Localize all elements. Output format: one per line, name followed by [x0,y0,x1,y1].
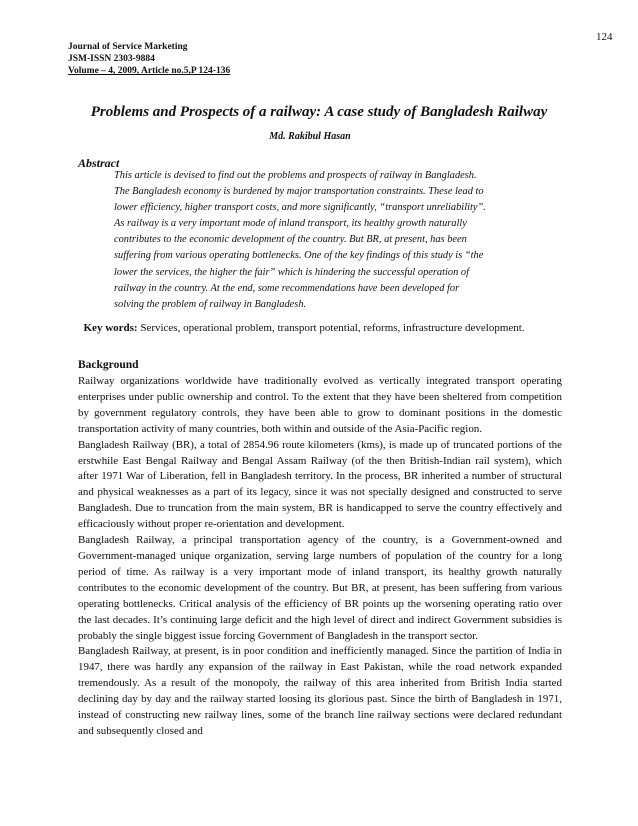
background-section [78,357,562,740]
abstract-line: The Bangladesh economy is burdened by major transportation constraints. These lead to [114,186,484,198]
abstract-body [114,168,574,313]
abstract-line: This article is devised to find out the problems and prospects of railway in Bangladesh. [114,170,477,181]
keywords-label: Key words: [83,322,138,334]
page-number: 124 [596,31,613,43]
abstract-heading: Abstract [78,156,120,170]
author-name: Md. Rakibul Hasan [269,131,351,142]
journal-header [68,41,368,77]
background-heading: Background [78,359,139,371]
keywords [78,320,562,337]
abstract-line: lower the services, the higher the fair” which is hindering the successful operation of [114,266,469,278]
body-paragraph: Railway organizations worldwide have traditionally evolved as vertically integrated transport operating enterprises under public ownership and control. To the extent that they have been sheltered from competition by government regulatory controls, they have been able to grow to dominant positions in the domestic transportation activity of many countries, both within and outside of the Asia-Pacific region. [78,375,562,435]
journal-issn: JSM-ISSN 2303-9884 [68,54,155,64]
abstract-line: As railway is a very important mode of inland transport, its healthy growth naturally [114,218,467,230]
keywords-text: Services, operational problem, transport potential, reforms, infrastructure development. [137,322,525,334]
abstract-line: suffering from various operating bottlenecks. One of the key findings of this study is “the [114,250,484,262]
abstract-line: solving the problem of railway in Bangladesh. [114,298,307,310]
journal-volume: Volume – 4, 2009, Article no.5,P 124-136 [68,66,231,76]
journal-name: Journal of Service Marketing [68,42,188,52]
abstract-line: contributes to the economic development of the country. But BR, at present, has been [114,234,467,246]
body-paragraph: Bangladesh Railway, at present, is in poor condition and inefficiently managed. Since the partition of India in 1947, there was hardly any expansion of the railway in East Pakistan, while the road network expanded tremendously. As a result of the monopoly, the railway of this area inherited from British India started declining day by day and the railway started loosing its glorious past. Since the birth of Bangladesh in 1971, instead of constructing new railway lines, some of the branch line railway sections were declared redundant and subsequently closed and [78,645,562,737]
abstract-line: lower efficiency, higher transport costs, and more significantly, “transport unreliability”. [114,202,486,214]
article-title: Problems and Prospects of a railway: A case study of Bangladesh Railway [90,104,548,120]
abstract-line: railway in the country. At the end, some recommendations have been developed for [114,282,460,294]
body-paragraph: Bangladesh Railway, a principal transportation agency of the country, is a Government-owned and Government-managed unique organization, serving large numbers of population of the country for a long period of time. As railway is a very important mode of inland transport, its healthy growth naturally contributes to the economic development of the country. But BR, at present, has been suffering from various operating bottlenecks. Critical analysis of the efficiency of BR points up the worsening operating ratio over the last decades. It’s continuing large deficit and the high level of direct and indirect Government subsidies is probably the single biggest issue forcing Government of Bangladesh in the transport sector. [78,534,562,642]
body-paragraph: Bangladesh Railway (BR), a total of 2854.96 route kilometers (kms), is made up of truncated portions of the erstwhile East Bengal Railway and Bengal Assam Railway (of the then British-Indian rail system), which after 1971 War of Liberation, fell in Bangladesh territory. In the process, BR inherited a number of structural and physical weaknesses as a part of its legacy, since it was not specially designed and constructed to serve Bangladesh. Due to truncation from the main system, BR is handicapped to serve the country effectively and efficaciously without proper re-orientation and development. [78,438,562,531]
